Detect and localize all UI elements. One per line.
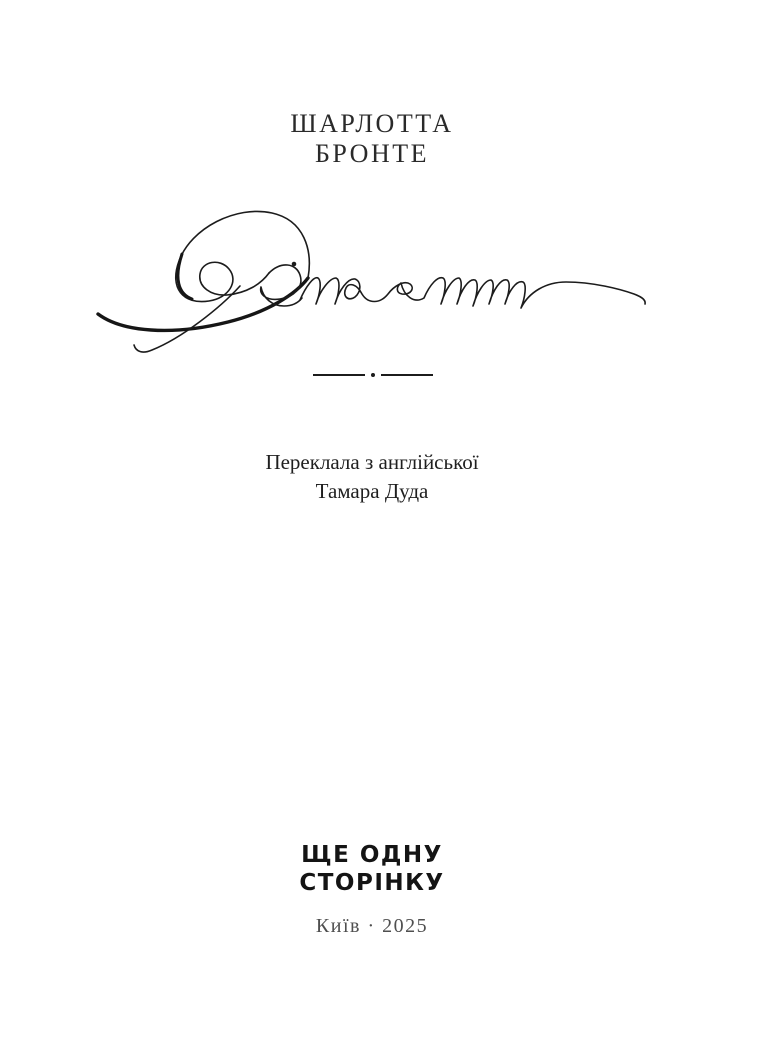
imprint-line: Київ · 2025 bbox=[315, 915, 429, 937]
divider-line-left bbox=[313, 374, 365, 376]
book-title-calligraphy bbox=[70, 192, 690, 412]
publisher-logo-line2: СТОРІНКУ bbox=[299, 870, 445, 896]
author-first-name: ШАРЛОТТА bbox=[290, 109, 454, 138]
author-last-name: БРОНТЕ bbox=[314, 139, 430, 168]
divider-line-right bbox=[381, 374, 433, 376]
ornament-divider bbox=[313, 373, 433, 377]
translator-credit-line: Переклала з англійської bbox=[265, 450, 479, 474]
translator-credit bbox=[265, 448, 478, 506]
publisher-logo-line1: ЩЕ ОДНУ bbox=[301, 842, 443, 868]
author-name bbox=[290, 109, 453, 169]
publisher-logo bbox=[299, 841, 444, 897]
divider-dot-icon bbox=[371, 373, 375, 377]
translator-name: Тамара Дуда bbox=[315, 479, 429, 503]
calligraphy-flourish-icon bbox=[70, 192, 690, 412]
